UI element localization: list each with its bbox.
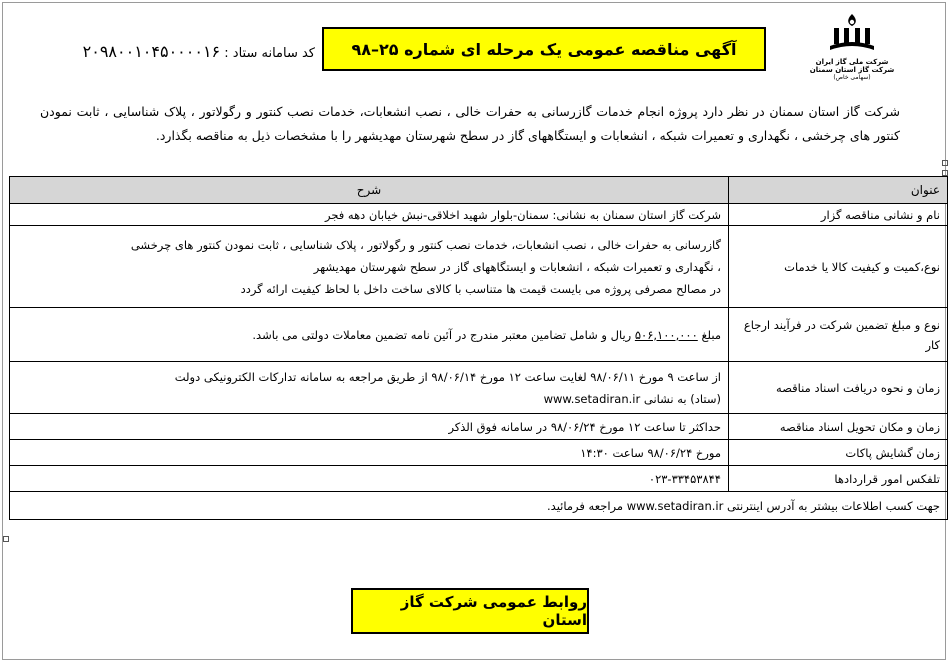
row-desc-opening: مورخ ۹۸/۰۶/۲۴ ساعت ۱۴:۳۰: [10, 440, 729, 466]
intro-paragraph: شرکت گاز استان سمنان در نظر دارد پروژه انجام خدمات گازرسانی به حفرات خالی ، نصب انشعابات، خدمات نصب کنتور و رگولاتور ، پلاک شناسایی ، ثابت نمودن کنتور های چرخشی ، نگهداری و تعمیرات شبکه ، انشعابات و ایستگاههای گاز در سطح شهرستان مهدیشهر را با مشخصات ذیل به مناقصه بگذارد.: [40, 104, 900, 143]
row-desc-services: [10, 226, 729, 308]
row-desc-documents-receipt: [10, 362, 729, 414]
row-title-tenderer: نام و نشانی مناقصه گزار: [729, 204, 948, 226]
table-footer-row: [10, 492, 948, 520]
services-line-2: ، نگهداری و تعمیرات شبکه ، انشعابات و ایستگاههای گاز در سطح شهرستان مهدیشهر: [313, 259, 721, 274]
gas-company-logo-icon: [822, 10, 882, 54]
anchor-mark: [3, 536, 9, 542]
public-relations-box: روابط عمومی شرکت گاز استان: [351, 588, 589, 634]
setadiran-link[interactable]: www.setadiran.ir: [543, 391, 641, 406]
table-row: [10, 466, 948, 492]
row-title-services: نوع،کمیت و کیفیت کالا یا خدمات: [729, 226, 948, 308]
row-title-documents-delivery: زمان و مکان تحویل اسناد مناقصه: [729, 414, 948, 440]
row-desc-documents-delivery: حداکثر تا ساعت ۱۲ مورخ ۹۸/۰۶/۲۴ در سامانه فوق الذکر: [10, 414, 729, 440]
footer-note-suffix: مراجعه فرمائید.: [547, 498, 624, 513]
table-row: [10, 204, 948, 226]
guarantee-prefix: مبلغ: [701, 327, 721, 342]
row-desc-guarantee: [10, 308, 729, 362]
tender-title: آگهی مناقصه عمومی یک مرحله ای شماره ۲۵–۹۸: [322, 27, 766, 71]
services-line-3: در مصالح مصرفی پروژه می بایست قیمت ها متناسب با کالای ساخت داخل با لحاظ کیفیت ارائه گردد: [240, 281, 721, 296]
documents-receipt-prefix: (ستاد) به نشانی: [643, 391, 721, 406]
table-row: [10, 226, 948, 308]
footer-setadiran-link[interactable]: www.setadiran.ir: [626, 498, 724, 513]
table-row: [10, 308, 948, 362]
row-title-guarantee: نوع و مبلغ تضمین شرکت در فرآیند ارجاع کار: [729, 308, 948, 362]
documents-receipt-line-2: [17, 388, 721, 410]
company-logo: [808, 10, 896, 82]
footer-note-prefix: جهت کسب اطلاعات بیشتر به آدرس اینترنتی: [726, 498, 940, 513]
registration-code: [30, 42, 315, 61]
row-title-telefax: تلفکس امور قراردادها: [729, 466, 948, 492]
table-header-title: عنوان: [729, 177, 948, 204]
logo-org-line-2: شرکت گاز استان سمنان: [809, 66, 895, 74]
table-footer-note: [10, 492, 948, 520]
services-line-1: گازرسانی به حفرات خالی ، نصب انشعابات، خدمات نصب کنتور و رگولاتور ، پلاک شناسایی ، ثابت نمودن کنتور های چرخشی: [130, 237, 721, 252]
logo-org-line-3: (سهامی خاص): [833, 74, 871, 81]
table-header-row: [10, 177, 948, 204]
registration-code-label: کد سامانه ستاد :: [224, 46, 315, 61]
tender-table: [9, 176, 948, 520]
row-title-opening: زمان گشایش پاکات: [729, 440, 948, 466]
row-desc-telefax: ۰۲۳-۳۳۴۵۳۸۴۴: [10, 466, 729, 492]
guarantee-suffix: ریال و شامل تضامین معتبر مندرج در آئین نامه تضمین معاملات دولتی می باشد.: [252, 327, 632, 342]
guarantee-amount: ۵۰۶,۱۰۰,۰۰۰: [634, 327, 698, 342]
documents-receipt-line-1: از ساعت ۹ مورخ ۹۸/۰۶/۱۱ لغایت ساعت ۱۲ مورخ ۹۸/۰۶/۱۴ از طریق مراجعه به سامانه تدارکات الکترونیکی دولت: [174, 369, 721, 384]
table-header-description: شرح: [10, 177, 729, 204]
logo-org-line-1: شرکت ملی گاز ایران: [815, 58, 889, 66]
registration-code-value: ۲۰۹۸۰۰۱۰۴۵۰۰۰۰۱۶: [82, 42, 221, 61]
scroll-marker-upper: [942, 160, 948, 166]
row-title-documents-receipt: زمان و نحوه دریافت اسناد مناقصه: [729, 362, 948, 414]
row-desc-tenderer: شرکت گاز استان سمنان به نشانی: سمنان-بلوار شهید اخلاقی-نبش خیابان دهه فجر: [10, 204, 729, 226]
table-row: [10, 362, 948, 414]
table-row: [10, 414, 948, 440]
table-row: [10, 440, 948, 466]
